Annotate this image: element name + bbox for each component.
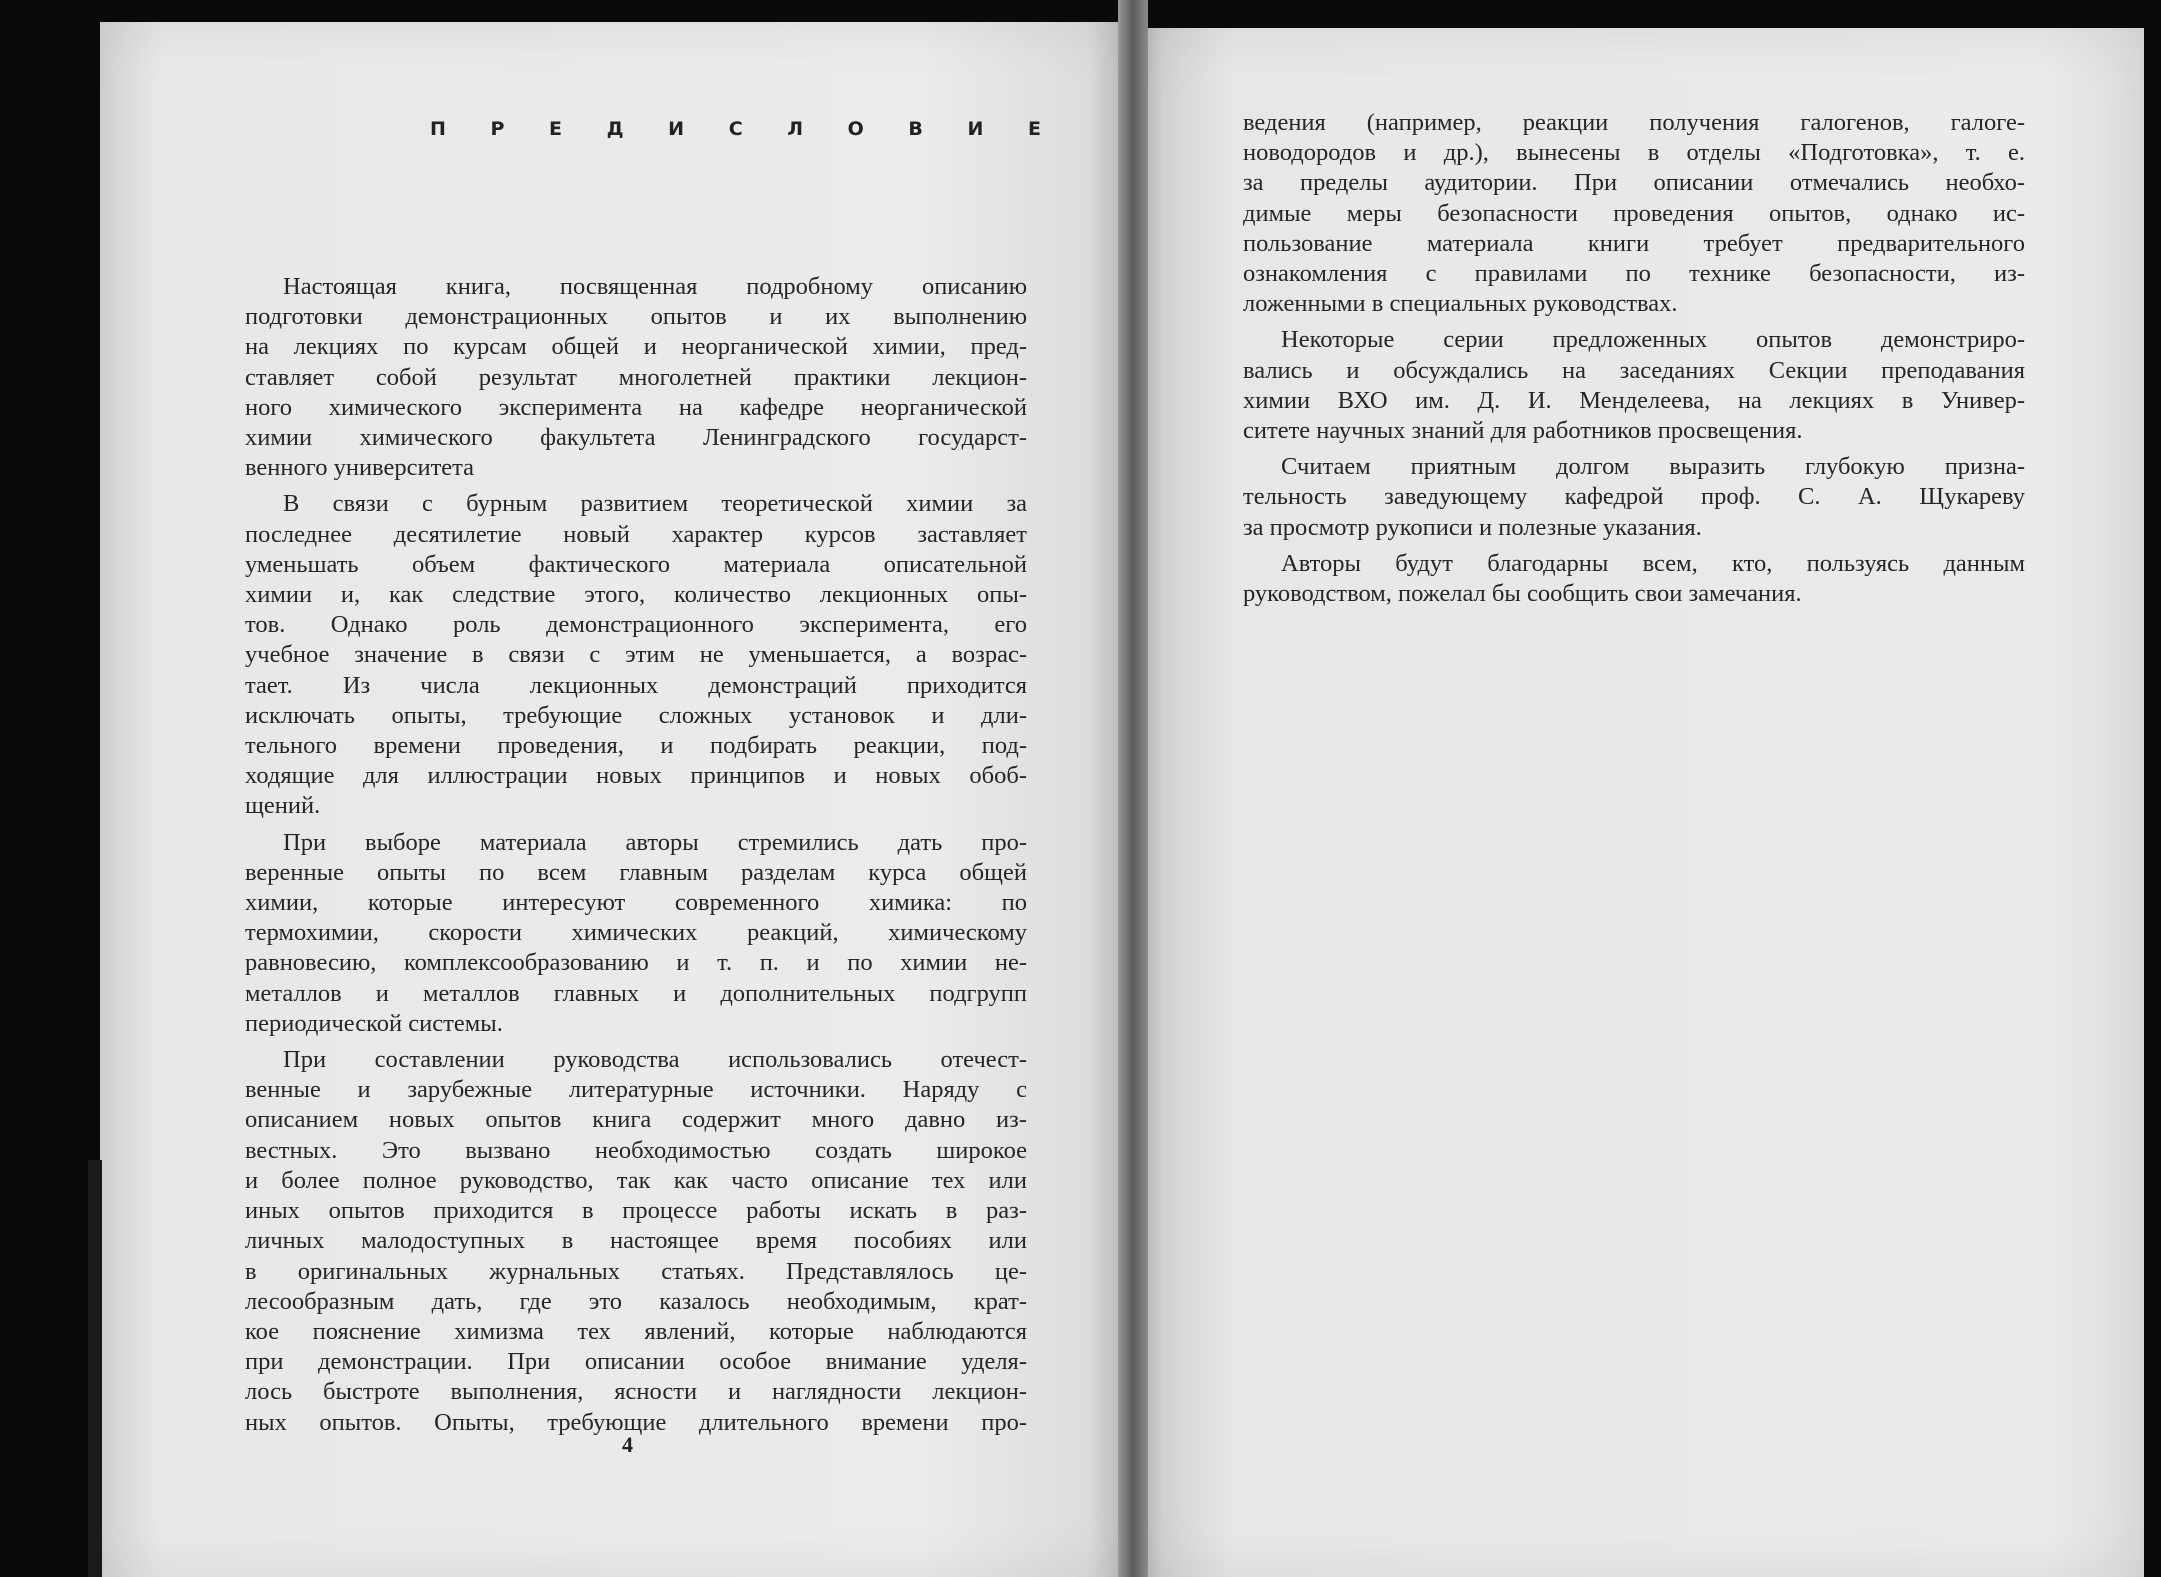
preface-heading: П Р Е Д И С Л О В И Е — [430, 118, 1061, 140]
paragraph — [245, 272, 1027, 483]
text-line: при демонстрации. При описании особое внимание уделя- — [245, 1348, 1027, 1376]
text-line: кое пояснение химизма тех явлений, которые наблюдаются — [245, 1317, 1027, 1345]
text-line: Считаем приятным долгом выразить глубокую призна- — [1281, 453, 2025, 481]
text-line: руководством, пожелал бы сообщить свои замечания. — [1243, 580, 1802, 608]
text-line: веренные опыты по всем главным разделам курса общей — [245, 858, 1027, 886]
text-line: ставляет собой результат многолетней практики лекцион- — [245, 363, 1027, 391]
text-line: за пределы аудитории. При описании отмечались необхо- — [1243, 169, 2025, 197]
text-line: химии ВХО им. Д. И. Менделеева, на лекциях в Универ- — [1243, 386, 2025, 414]
text-line: химии и, как следствие этого, количество лекционных опы- — [245, 581, 1027, 609]
text-line: При выборе материала авторы стремились дать про- — [283, 828, 1027, 856]
text-line: химии химического факультета Ленинградского государст- — [245, 424, 1027, 452]
text-line: в оригинальных журнальных статьях. Представлялось це- — [245, 1257, 1027, 1285]
text-line: описанием новых опытов книга содержит много давно из- — [245, 1106, 1027, 1134]
text-line: Некоторые серии предложенных опытов демонстриро- — [1281, 326, 2025, 354]
text-line: тельного времени проведения, и подбирать реакции, под- — [245, 732, 1027, 760]
text-line: В связи с бурным развитием теоретической химии за — [283, 490, 1027, 518]
paragraph — [1243, 325, 2025, 446]
text-line: ходящие для иллюстрации новых принципов и новых обоб- — [245, 762, 1027, 790]
text-line: При составлении руководства использовались отечест- — [283, 1046, 1027, 1074]
left-page-text — [245, 272, 1027, 1438]
text-line: последнее десятилетие новый характер курсов заставляет — [245, 520, 1027, 548]
text-line: лось быстроте выполнения, ясности и наглядности лекцион- — [245, 1378, 1027, 1406]
text-line: металлов и металлов главных и дополнительных подгрупп — [245, 979, 1027, 1007]
text-line: химии, которые интересуют современного химика: по — [245, 889, 1027, 917]
text-line: учебное значение в связи с этим не уменьшается, а возрас- — [245, 641, 1027, 669]
book-spine — [1118, 0, 1148, 1577]
text-line: ложенными в специальных руководствах. — [1243, 290, 1678, 318]
text-line: Авторы будут благодарны всем, кто, пользуясь данным — [1281, 549, 2025, 577]
text-line: ознакомления с правилами по технике безопасности, из- — [1243, 260, 2025, 288]
text-line: термохимии, скорости химических реакций, химическому — [245, 919, 1027, 947]
text-line: тов. Однако роль демонстрационного эксперимента, его — [245, 611, 1027, 639]
text-line: венного университета — [245, 454, 475, 482]
text-line: личных малодоступных в настоящее время пособиях или — [245, 1227, 1027, 1255]
paragraph — [1243, 549, 2025, 609]
paragraph — [1243, 452, 2025, 543]
paragraph — [1243, 108, 2025, 319]
paragraph — [245, 1045, 1027, 1438]
page-number: 4 — [622, 1432, 633, 1457]
text-line: тельность заведующему кафедрой проф. С. А. Щукареву — [1243, 483, 2025, 511]
text-line: ситете научных знаний для работников просвещения. — [1243, 417, 1803, 445]
text-line: щений. — [245, 792, 321, 820]
text-line: ведения (например, реакции получения галогенов, галоге- — [1243, 109, 2025, 136]
text-line: Настоящая книга, посвященная подробному описанию — [283, 273, 1027, 300]
page-edge-shadow — [88, 1160, 102, 1577]
text-line: лесообразным дать, где это казалось необходимым, крат- — [245, 1287, 1027, 1315]
text-line: периодической системы. — [245, 1009, 503, 1037]
text-line: равновесию, комплексообразованию и т. п. и по химии не- — [245, 949, 1027, 977]
text-line: тает. Из числа лекционных демонстраций приходится — [245, 671, 1027, 699]
text-line: новодородов и др.), вынесены в отделы «Подготовка», т. е. — [1243, 139, 2025, 167]
text-line: пользование материала книги требует предварительного — [1243, 229, 2025, 257]
right-page-text — [1243, 108, 2025, 609]
text-line: исключать опыты, требующие сложных установок и дли- — [245, 701, 1027, 729]
text-line: подготовки демонстрационных опытов и их выполнению — [245, 303, 1027, 331]
text-line: вестных. Это вызвано необходимостью создать широкое — [245, 1136, 1027, 1164]
text-line: ного химического эксперимента на кафедре неорганической — [245, 393, 1027, 421]
text-line: и более полное руководство, так как часто описание тех или — [245, 1166, 1027, 1194]
paragraph — [245, 489, 1027, 821]
text-line: иных опытов приходится в процессе работы искать в раз- — [245, 1197, 1027, 1225]
text-line: на лекциях по курсам общей и неорганической химии, пред- — [245, 333, 1027, 361]
text-line: венные и зарубежные литературные источники. Наряду с — [245, 1076, 1027, 1104]
text-line: вались и обсуждались на заседаниях Секции преподавания — [1243, 356, 2025, 384]
text-line: за просмотр рукописи и полезные указания. — [1243, 513, 1702, 541]
text-line: ных опытов. Опыты, требующие длительного времени про- — [245, 1408, 1027, 1436]
paragraph — [245, 828, 1027, 1039]
text-line: димые меры безопасности проведения опытов, однако ис- — [1243, 199, 2025, 227]
text-line: уменьшать объем фактического материала описательной — [245, 550, 1027, 578]
